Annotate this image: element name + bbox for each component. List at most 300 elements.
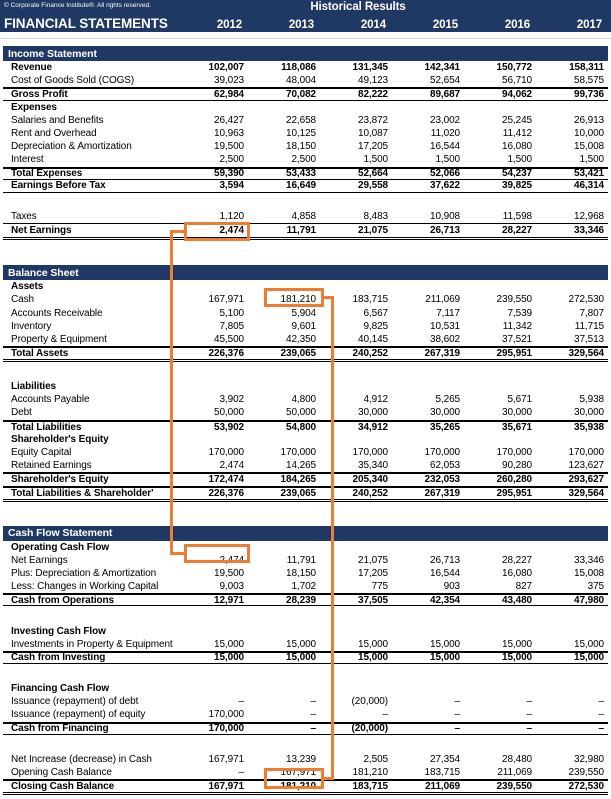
cell: – <box>598 696 604 708</box>
cell: 272,530 <box>568 294 604 306</box>
cell: 7,539 <box>507 307 532 319</box>
table-row <box>3 406 608 419</box>
cell: 37,622 <box>430 180 460 192</box>
row-label: Property & Equipment <box>11 333 107 345</box>
cell: 329,564 <box>568 487 604 499</box>
cell: 37,513 <box>574 333 604 345</box>
cell: 28,227 <box>502 554 532 566</box>
cell: – <box>526 723 532 735</box>
cell: 39,825 <box>502 180 532 192</box>
table-row <box>3 554 608 567</box>
row-label: Cash <box>11 294 34 306</box>
table-row <box>3 541 608 554</box>
row-label: Investments in Property & Equipment <box>11 638 173 650</box>
table-row <box>3 167 608 180</box>
cell: (20,000) <box>351 696 388 708</box>
cell: 15,000 <box>286 652 316 664</box>
cell: 9,825 <box>363 320 388 332</box>
cell: 46,314 <box>574 180 604 192</box>
cell: 184,265 <box>280 474 316 486</box>
table-row <box>3 380 608 393</box>
table-row <box>3 606 608 624</box>
cell: 183,715 <box>424 767 460 779</box>
cell: 239,065 <box>280 487 316 499</box>
row-label: Interest <box>11 154 44 166</box>
cell: 5,100 <box>219 307 244 319</box>
cell: 267,319 <box>424 348 460 359</box>
row-label: Cash from Operations <box>11 594 115 606</box>
cell: – <box>454 696 460 708</box>
row-label: Opening Cash Balance <box>11 767 112 779</box>
cell: 14,265 <box>286 460 316 472</box>
table-row <box>3 306 608 319</box>
cell: – <box>454 709 460 721</box>
cell: – <box>598 709 604 721</box>
cell: 15,000 <box>430 638 460 650</box>
section-header: Balance Sheet <box>3 265 608 280</box>
cell: 167,971 <box>208 781 244 793</box>
cell: 102,007 <box>208 62 244 74</box>
cell: 4,912 <box>363 394 388 406</box>
cell: 38,602 <box>430 333 460 345</box>
cell: 293,627 <box>568 474 604 486</box>
row-label: Plus: Depreciation & Amortization <box>11 567 157 579</box>
table-row <box>3 567 608 580</box>
cell: 42,350 <box>286 333 316 345</box>
cell: 9,003 <box>219 581 244 593</box>
cell: 16,544 <box>430 567 460 579</box>
cell: 52,664 <box>358 168 388 180</box>
cell: 170,000 <box>496 447 532 459</box>
sheet-header <box>0 0 611 32</box>
row-label: Depreciation & Amortization <box>11 141 132 153</box>
table-row <box>3 293 608 306</box>
table-row <box>3 486 608 502</box>
cell: 11,791 <box>286 225 316 237</box>
row-label: Accounts Payable <box>11 394 90 406</box>
cell: 17,205 <box>358 567 388 579</box>
cell: 28,227 <box>502 225 532 237</box>
cell: 167,971 <box>280 767 316 779</box>
cell: – <box>238 696 244 708</box>
table-row <box>3 320 608 333</box>
row-label: Net Earnings <box>11 554 68 566</box>
cell: 35,265 <box>430 421 460 433</box>
cell: 15,000 <box>286 638 316 650</box>
cell: 30,000 <box>574 407 604 419</box>
cell: 54,800 <box>286 421 316 433</box>
cell: 827 <box>515 581 532 593</box>
year-column-header: 2015 <box>432 19 458 31</box>
cell: 8,483 <box>363 211 388 223</box>
table-row <box>3 224 608 240</box>
cell: 18,150 <box>286 141 316 153</box>
cell: 181,210 <box>352 767 388 779</box>
cell: 5,671 <box>507 394 532 406</box>
cell: 375 <box>587 581 604 593</box>
cell: 170,000 <box>352 447 388 459</box>
table-row <box>3 280 608 293</box>
table-row <box>3 722 608 735</box>
table-row <box>3 393 608 406</box>
cell: – <box>310 709 316 721</box>
row-label: Operating Cash Flow <box>11 541 110 553</box>
cell: 34,912 <box>358 421 388 433</box>
cell: 28,239 <box>286 594 316 606</box>
cell: 23,002 <box>430 114 460 126</box>
cell: 26,713 <box>430 225 460 237</box>
row-label: Taxes <box>11 211 37 223</box>
cell: 48,004 <box>286 75 316 87</box>
cell: 1,500 <box>507 154 532 166</box>
cell: 15,008 <box>574 141 604 153</box>
cell: 50,000 <box>286 407 316 419</box>
cell: 167,971 <box>208 753 244 765</box>
header-divider <box>0 38 611 39</box>
cell: 56,710 <box>502 75 532 87</box>
cell: 2,474 <box>219 225 244 237</box>
cell: 142,341 <box>424 62 460 74</box>
table-row <box>3 735 608 753</box>
cell: 3,594 <box>219 180 244 192</box>
cell: 35,340 <box>358 460 388 472</box>
row-label: Cash from Investing <box>11 652 106 664</box>
row-label: Total Liabilities <box>11 421 82 433</box>
cell: – <box>598 723 604 735</box>
cell: 2,474 <box>219 460 244 472</box>
cell: 167,971 <box>208 294 244 306</box>
row-label: Expenses <box>11 101 57 113</box>
table-row <box>3 101 608 114</box>
cell: 35,671 <box>502 421 532 433</box>
cell: 37,521 <box>502 333 532 345</box>
cell: 1,500 <box>435 154 460 166</box>
cell: 15,000 <box>574 652 604 664</box>
section-header: Income Statement <box>3 46 608 61</box>
row-label: Revenue <box>11 62 52 74</box>
cell: 295,951 <box>496 487 532 499</box>
cell: 170,000 <box>280 447 316 459</box>
row-label: Issuance (repayment) of equity <box>11 709 146 721</box>
cell: 11,020 <box>430 128 460 140</box>
cell: 2,500 <box>219 154 244 166</box>
cell: 1,120 <box>219 211 244 223</box>
table-row <box>3 140 608 153</box>
row-label: Total Liabilities & Shareholder' <box>11 487 154 499</box>
cell: 5,938 <box>579 394 604 406</box>
table-row <box>3 779 608 795</box>
cell: 39,023 <box>214 75 244 87</box>
cell: 15,000 <box>358 652 388 664</box>
table-row <box>3 753 608 766</box>
cell: 26,913 <box>574 114 604 126</box>
year-column-header: 2012 <box>216 19 242 31</box>
cell: 7,807 <box>579 307 604 319</box>
cell: 123,627 <box>568 460 604 472</box>
cell: 17,205 <box>358 141 388 153</box>
cell: 272,530 <box>568 781 604 793</box>
cell: 21,075 <box>358 225 388 237</box>
row-label: Cost of Goods Sold (COGS) <box>11 75 135 87</box>
cell: 26,713 <box>430 554 460 566</box>
cell: 16,080 <box>502 141 532 153</box>
table-row <box>3 446 608 459</box>
table-row <box>3 87 608 100</box>
cell: 131,345 <box>352 62 388 74</box>
cell: 43,480 <box>502 594 532 606</box>
cell: 150,772 <box>496 62 532 74</box>
cell: 232,053 <box>424 474 460 486</box>
table-row <box>3 593 608 606</box>
cell: 260,280 <box>496 474 532 486</box>
cell: 10,087 <box>358 128 388 140</box>
cell: – <box>310 696 316 708</box>
row-label: Financing Cash Flow <box>11 683 110 695</box>
table-row <box>3 114 608 127</box>
cell: 11,791 <box>286 554 316 566</box>
cell: 226,376 <box>208 487 244 499</box>
cell: – <box>526 696 532 708</box>
cell: 21,075 <box>358 554 388 566</box>
cell: 7,805 <box>219 320 244 332</box>
cell: 903 <box>443 581 460 593</box>
section-header: Cash Flow Statement <box>3 526 608 541</box>
row-label: Issuance (repayment) of debt <box>11 696 139 708</box>
cell: 15,000 <box>574 638 604 650</box>
cell: 18,150 <box>286 567 316 579</box>
cell: 1,500 <box>579 154 604 166</box>
cell: 172,474 <box>208 474 244 486</box>
cell: 4,858 <box>291 211 316 223</box>
cell: 99,736 <box>574 88 604 100</box>
table-row <box>3 211 608 224</box>
year-column-header: 2014 <box>360 19 386 31</box>
cell: 19,500 <box>214 141 244 153</box>
table-row <box>3 333 608 346</box>
cell: 118,086 <box>281 62 316 74</box>
cell: 5,904 <box>291 307 316 319</box>
table-row <box>3 153 608 166</box>
row-label: Debt <box>11 407 32 419</box>
row-label: Assets <box>11 281 44 293</box>
cell: 295,951 <box>496 348 532 359</box>
table-row <box>3 193 608 211</box>
cell: 52,654 <box>430 75 460 87</box>
table-row <box>3 708 608 721</box>
cell: 15,000 <box>214 638 244 650</box>
cell: 27,354 <box>430 753 460 765</box>
column-header-row <box>0 16 611 31</box>
cell: 240,252 <box>352 348 388 359</box>
cell: 15,000 <box>502 638 532 650</box>
cell: – <box>238 767 244 779</box>
cell: 12,971 <box>214 594 244 606</box>
statements-container <box>0 46 611 795</box>
cell: 7,117 <box>436 307 460 319</box>
cell: 15,000 <box>358 638 388 650</box>
cell: 267,319 <box>424 487 460 499</box>
cell: 15,008 <box>574 567 604 579</box>
row-label: Closing Cash Balance <box>11 781 115 793</box>
cell: 62,984 <box>214 88 244 100</box>
row-label: Net Increase (decrease) in Cash <box>11 753 152 765</box>
cell: 62,053 <box>430 460 460 472</box>
cell: 3,902 <box>219 394 244 406</box>
table-row <box>3 346 608 362</box>
cell: 40,145 <box>358 333 388 345</box>
cell: 11,342 <box>502 320 532 332</box>
cell: 239,550 <box>496 294 532 306</box>
row-label: Less: Changes in Working Capital <box>11 581 159 593</box>
cell: 32,980 <box>574 753 604 765</box>
cell: 2,474 <box>219 554 244 566</box>
cell: 16,649 <box>286 180 316 192</box>
table-row <box>3 664 608 682</box>
cell: 54,237 <box>502 168 532 180</box>
table-row <box>3 61 608 74</box>
table-row <box>3 362 608 380</box>
cell: 10,908 <box>430 211 460 223</box>
year-headers <box>177 19 609 31</box>
cell: 205,340 <box>352 474 388 486</box>
cell: 158,311 <box>569 62 604 74</box>
cell: 170,000 <box>208 447 244 459</box>
cell: 11,715 <box>574 320 604 332</box>
cell: 2,500 <box>291 154 316 166</box>
cell: 5,265 <box>435 394 460 406</box>
cell: 29,558 <box>358 180 388 192</box>
row-label: Equity Capital <box>11 447 72 459</box>
cell: 59,390 <box>214 168 244 180</box>
cell: 58,575 <box>574 75 604 87</box>
cell: 170,000 <box>208 709 244 721</box>
cell: – <box>454 723 460 735</box>
cell: 45,500 <box>214 333 244 345</box>
cell: 170,000 <box>208 723 244 735</box>
table-row <box>3 695 608 708</box>
table-row <box>3 74 608 87</box>
year-column-header: 2017 <box>576 19 602 31</box>
cell: 15,000 <box>430 652 460 664</box>
cell: 10,000 <box>574 128 604 140</box>
cell: 30,000 <box>358 407 388 419</box>
table-row <box>3 580 608 593</box>
cell: 170,000 <box>568 447 604 459</box>
cell: 28,480 <box>502 753 532 765</box>
cell: 183,715 <box>352 781 388 793</box>
row-label: Net Earnings <box>11 225 72 237</box>
row-label: Retained Earnings <box>11 460 92 472</box>
cell: 33,346 <box>574 225 604 237</box>
row-label: Liabilities <box>11 381 57 393</box>
cell: 53,433 <box>286 168 316 180</box>
row-label: Earnings Before Tax <box>11 180 106 192</box>
table-row <box>3 651 608 664</box>
cell: – <box>526 709 532 721</box>
cell: 11,598 <box>502 211 532 223</box>
cell: 15,000 <box>502 652 532 664</box>
cell: 240,252 <box>352 487 388 499</box>
cell: 181,210 <box>280 781 316 793</box>
cell: 10,125 <box>286 128 316 140</box>
cell: 10,963 <box>214 128 244 140</box>
table-row <box>3 766 608 779</box>
cell: 211,069 <box>425 781 460 793</box>
cell: 90,280 <box>502 460 532 472</box>
cell: – <box>310 723 316 735</box>
table-row <box>3 420 608 433</box>
cell: 89,687 <box>430 88 460 100</box>
table-row <box>3 472 608 485</box>
row-label: Rent and Overhead <box>11 128 97 140</box>
row-label: Gross Profit <box>11 88 68 100</box>
table-row <box>3 180 608 193</box>
table-row <box>3 624 608 637</box>
cell: 52,066 <box>430 168 460 180</box>
cell: 2,505 <box>363 753 388 765</box>
cell: 42,354 <box>430 594 460 606</box>
cell: 170,000 <box>424 447 460 459</box>
cell: 10,531 <box>430 320 460 332</box>
year-column-header: 2016 <box>504 19 530 31</box>
cell: 25,245 <box>502 114 532 126</box>
row-label: Accounts Receivable <box>11 307 103 319</box>
row-label: Inventory <box>11 320 52 332</box>
cell: 33,346 <box>574 554 604 566</box>
cell: 19,500 <box>214 567 244 579</box>
cell: 23,872 <box>358 114 388 126</box>
cell: 6,567 <box>363 307 388 319</box>
cell: 50,000 <box>214 407 244 419</box>
row-label: Shareholder's Equity <box>11 433 109 445</box>
cell: 15,000 <box>214 652 244 664</box>
cell: 183,715 <box>352 294 388 306</box>
cell: 9,601 <box>291 320 316 332</box>
cell: 16,544 <box>430 141 460 153</box>
table-row <box>3 127 608 140</box>
cell: 49,123 <box>358 75 388 87</box>
cell: 211,069 <box>497 767 532 779</box>
row-label: Total Assets <box>11 348 69 359</box>
historical-results-title: Historical Results <box>310 1 406 13</box>
cell: 26,427 <box>214 114 244 126</box>
cell: 37,505 <box>358 594 388 606</box>
cell: 775 <box>371 581 388 593</box>
row-label: Salaries and Benefits <box>11 114 104 126</box>
row-label: Investing Cash Flow <box>11 625 106 637</box>
table-row <box>3 638 608 651</box>
cell: 239,065 <box>280 348 316 359</box>
cell: 13,239 <box>286 753 316 765</box>
cell: 1,500 <box>363 154 388 166</box>
cell: 82,222 <box>358 88 388 100</box>
cell: 35,938 <box>574 421 604 433</box>
cell: 16,080 <box>502 567 532 579</box>
table-row <box>3 459 608 472</box>
row-label: Cash from Financing <box>11 723 109 735</box>
table-row <box>3 433 608 446</box>
cell: 94,062 <box>502 88 532 100</box>
cell: 47,980 <box>574 594 604 606</box>
cell: 1,702 <box>291 581 316 593</box>
cell: – <box>382 709 388 721</box>
cell: 22,658 <box>286 114 316 126</box>
cell: 11,412 <box>502 128 532 140</box>
row-label: Total Expenses <box>11 168 83 180</box>
table-row <box>3 682 608 695</box>
cell: 4,800 <box>291 394 316 406</box>
cell: 239,550 <box>496 781 532 793</box>
